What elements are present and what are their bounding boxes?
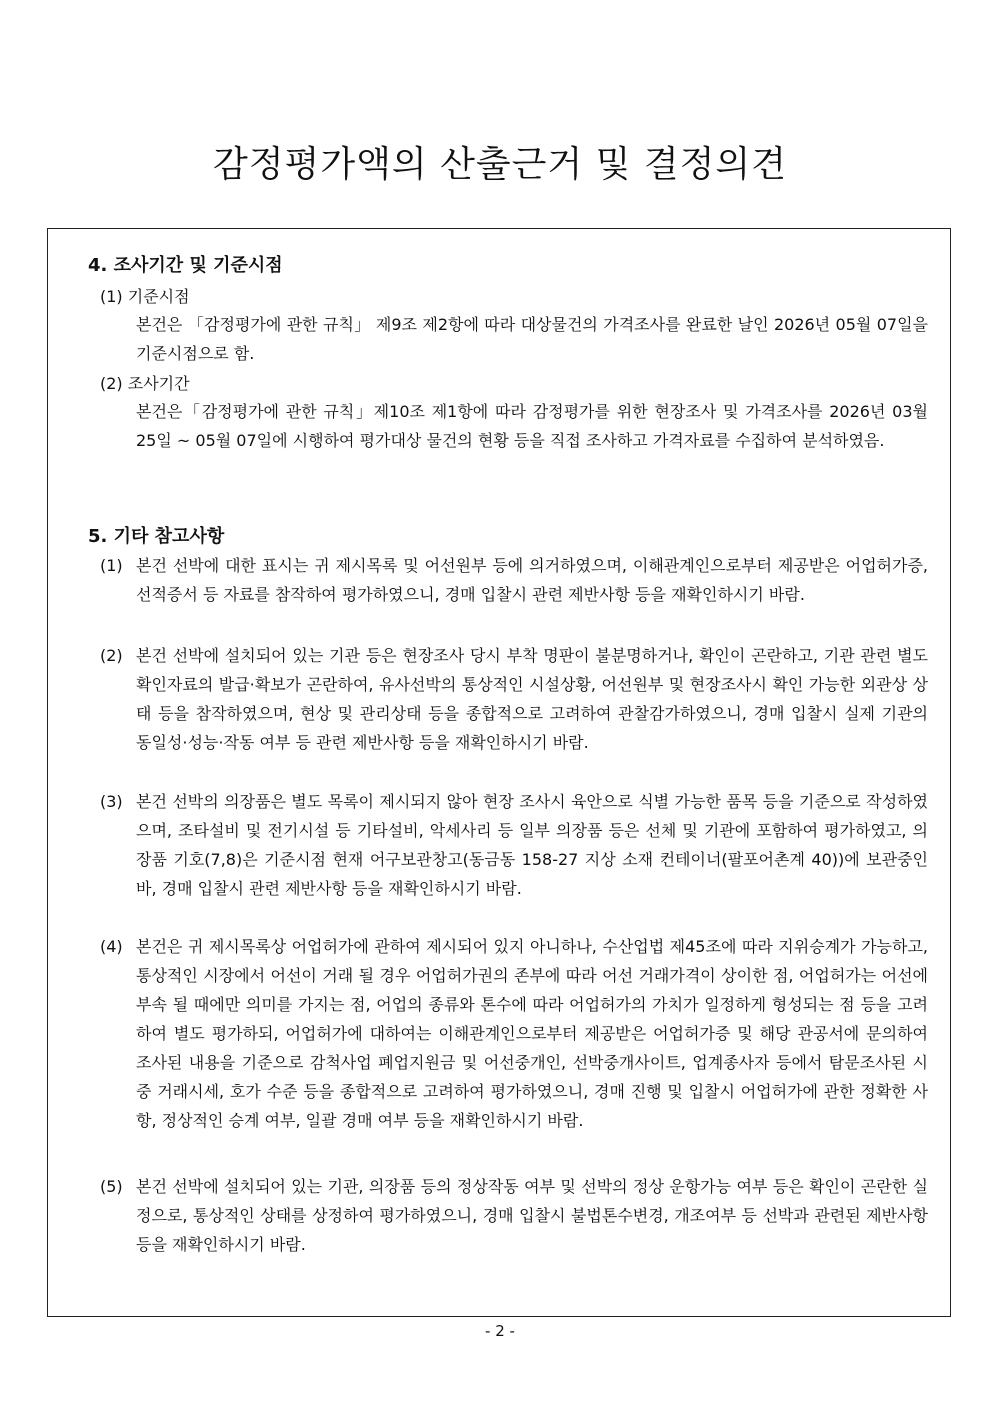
item-number: (4) <box>100 937 123 956</box>
item-number: (3) <box>100 792 123 811</box>
section-5-item-1 <box>100 551 928 609</box>
section-5-item-2 <box>100 641 928 757</box>
section-4-item-1-text: 본건은 「감정평가에 관한 규칙」 제9조 제2항에 따라 대상물건의 가격조사를 완료한 날인 2026년 05월 07일을 기준시점으로 함. <box>136 315 928 363</box>
section-5-item-4 <box>100 932 928 1135</box>
item-number: (5) <box>100 1177 123 1196</box>
item-text: 본건 선박의 의장품은 별도 목록이 제시되지 않아 현장 조사시 육안으로 식별 가능한 품목 등을 기준으로 작성하였으며, 조타설비 및 전기시설 등 기타설비, 악세사리 등 일부 의장품 등은 선체 및 기관에 포함하여 평가하였고, 의장품 기호(7,8)은 기준시점 현재 어구보관창고(동금동 158-27 지상 소재 컨테이너(팔포어촌계 40))에 보관중인 바, 경매 입찰시 관련 제반사항 등을 재확인하시기 바람. <box>136 792 928 898</box>
page-title: 감정평가액의 산출근거 및 결정의견 <box>213 144 787 185</box>
item-number: (1) <box>100 556 123 575</box>
section-4-heading: 4. 조사기간 및 기준시점 <box>88 255 283 276</box>
item-text: 본건 선박에 설치되어 있는 기관 등은 현장조사 당시 부착 명판이 불분명하거나, 확인이 곤란하고, 기관 관련 별도 확인자료의 발급·확보가 곤란하여, 유사선박의 통상적인 시설상황, 어선원부 및 현장조사시 확인 가능한 외관상 상태 등을 참작하였으며, 현상 및 관리상태 등을 종합적으로 고려하여 관찰감가하였으니, 경매 입찰시 실제 기관의 동일성·성능·작동 여부 등 관련 제반사항 등을 재확인하시기 바람. <box>136 646 928 752</box>
item-text: 본건 선박에 대한 표시는 귀 제시목록 및 어선원부 등에 의거하였으며, 이해관계인으로부터 제공받은 어업허가증, 선적증서 등 자료를 참작하여 평가하였으니, 경매 입찰시 관련 제반사항 등을 재확인하시기 바람. <box>136 556 928 604</box>
item-number: (2) <box>100 646 123 665</box>
section-4-item-2-label: (2) 조사기간 <box>100 374 190 393</box>
section-4-item-1-label: (1) 기준시점 <box>100 287 190 306</box>
section-5-item-5 <box>100 1172 928 1259</box>
section-5-item-3 <box>100 787 928 903</box>
section-4-item-2-text: 본건은「감정평가에 관한 규칙」제10조 제1항에 따라 감정평가를 위한 현장조사 및 가격조사를 2026년 03월 25일 ~ 05월 07일에 시행하여 평가대상 물건의 현황 등을 직접 조사하고 가격자료를 수집하여 분석하였음. <box>136 402 928 450</box>
content-box <box>47 228 951 1317</box>
item-text: 본건 선박에 설치되어 있는 기관, 의장품 등의 정상작동 여부 및 선박의 정상 운항가능 여부 등은 확인이 곤란한 실정으로, 통상적인 상태를 상정하여 평가하였으니, 경매 입찰시 불법톤수변경, 개조여부 등 선박과 관련된 제반사항 등을 재확인하시기 바람. <box>136 1177 928 1254</box>
item-text: 본건은 귀 제시목록상 어업허가에 관하여 제시되어 있지 아니하나, 수산업법 제45조에 따라 지위승계가 가능하고, 통상적인 시장에서 어선이 거래 될 경우 어업허가권의 존부에 따라 어선 거래가격이 상이한 점, 어업허가는 어선에 부속 될 때에만 의미를 가지는 점, 어업의 종류와 톤수에 따라 어업허가의 가치가 일정하게 형성되는 점 등을 고려하여 별도 평가하되, 어업허가에 대하여는 이해관계인으로부터 제공받은 어업허가증 및 해당 관공서에 문의하여 조사된 내용을 기준으로 감척사업 폐업지원금 및 어선중개인, 선박중개사이트, 업계종사자 등에서 탐문조사된 시중 거래시세, 호가 수준 등을 종합적으로 고려하여 평가하였으니, 경매 진행 및 입찰시 어업허가에 관한 정확한 사항, 정상적인 승계 여부, 일괄 경매 여부 등을 재확인하시기 바람. <box>136 937 928 1130</box>
section-5-heading: 5. 기타 참고사항 <box>88 526 225 547</box>
page-number: - 2 - <box>485 1322 515 1340</box>
